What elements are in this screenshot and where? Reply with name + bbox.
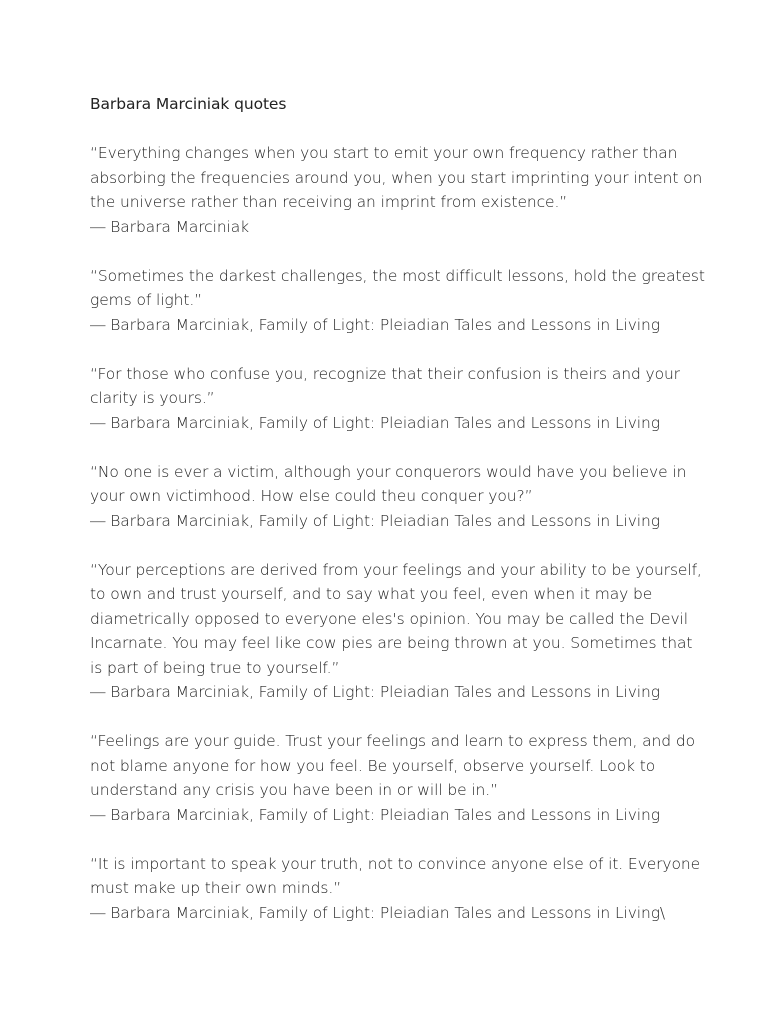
quote-text: “Your perceptions are derived from your feelings and your ability to be yourself, to own and trust yourself, and to say what you feel, even when it may be diametrically opposed to everyone eles's opinion. You may be called the Devil Incarnate. You may feel like cow pies are being thrown at you. Sometimes that is part of being true to yourself.” <box>90 560 702 677</box>
quote-block <box>90 264 708 338</box>
quote-block <box>90 362 708 436</box>
quote-attribution: ― Barbara Marciniak, Family of Light: Pleiadian Tales and Lessons in Living <box>90 511 660 530</box>
quote-block <box>90 460 708 534</box>
quote-text: “It is important to speak your truth, not to convince anyone else of it. Everyone must make up their own minds.” <box>90 854 701 897</box>
quote-attribution: ― Barbara Marciniak, Family of Light: Pleiadian Tales and Lessons in Living <box>90 413 660 432</box>
quote-block <box>90 141 708 239</box>
quote-text: “No one is ever a victim, although your conquerors would have you believe in your own victimhood. How else could theu conquer you?” <box>90 462 687 505</box>
quote-text: “Feelings are your guide. Trust your feelings and learn to express them, and do not blame anyone for how you feel. Be yourself, observe yourself. Look to understand any crisis you have been in or will be in.” <box>90 732 695 799</box>
quote-block <box>90 852 708 926</box>
page-title: Barbara Marciniak quotes <box>90 95 287 113</box>
quote-block <box>90 729 708 827</box>
quote-text: “Everything changes when you start to emit your own frequency rather than absorbing the frequencies around you, when you start imprinting your intent on the universe rather than receiving an imprint from existence.” <box>90 144 703 211</box>
quote-text: “Sometimes the darkest challenges, the most difficult lessons, hold the greatest gems of light.” <box>90 266 705 309</box>
quote-attribution: ― Barbara Marciniak, Family of Light: Pleiadian Tales and Lessons in Living\ <box>90 903 666 922</box>
quote-attribution: ― Barbara Marciniak, Family of Light: Pleiadian Tales and Lessons in Living <box>90 315 660 334</box>
quote-attribution: ― Barbara Marciniak <box>90 217 250 236</box>
quote-attribution: ― Barbara Marciniak, Family of Light: Pleiadian Tales and Lessons in Living <box>90 683 660 701</box>
quote-attribution: ― Barbara Marciniak, Family of Light: Pleiadian Tales and Lessons in Living <box>90 805 660 824</box>
quote-text: “For those who confuse you, recognize that their confusion is theirs and your clarity is yours.” <box>90 364 680 407</box>
quote-block <box>90 558 708 705</box>
